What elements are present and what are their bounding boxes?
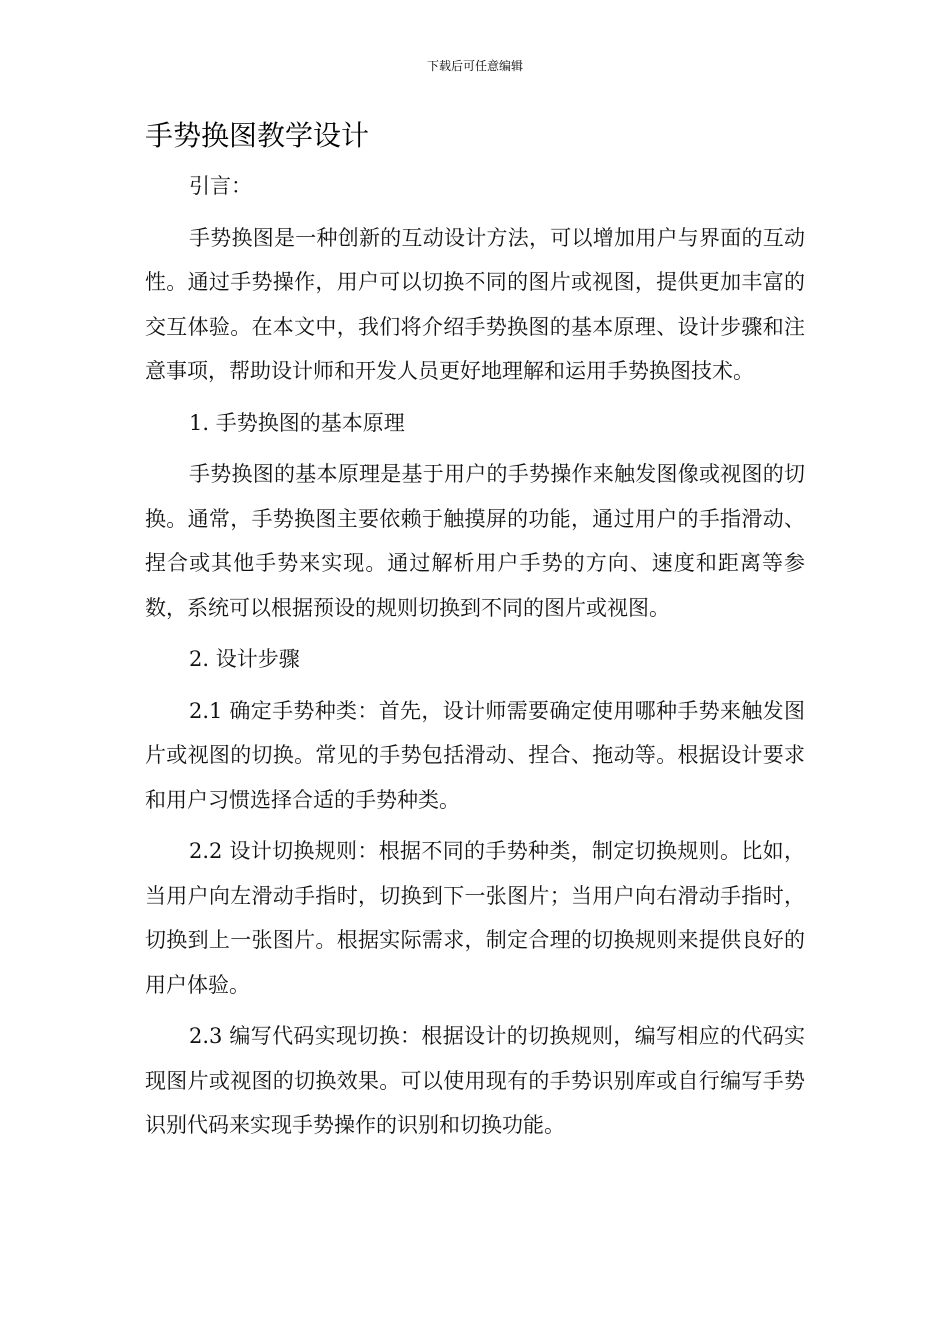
section-heading-steps: 2. 设计步骤	[189, 647, 300, 671]
header-note: 下载后可任意编辑	[426, 59, 523, 73]
section-heading-principle: 1. 手势换图的基本原理	[189, 410, 405, 435]
document-title: 手势换图教学设计	[145, 119, 370, 152]
paragraph-intro: 手势换图是一种创新的互动设计方法，可以增加用户与界面的互动性。通过手势操作，用户可以切换不同的图片或视图，提供更加丰富的交互体验。在本文中，我们将介绍手势换图的基本原理、设计步骤和注意事项，帮助设计师和开发人员更好地理解和运用手势换图技术。	[145, 225, 805, 383]
paragraph-step-2-3: 2.3 编写代码实现切换：根据设计的切换规则，编写相应的代码实现图片或视图的切换效果。可以使用现有的手势识别库或自行编写手势识别代码来实现手势操作的识别和切换功能。	[145, 1024, 805, 1137]
document-body	[145, 164, 805, 1155]
paragraph-principle: 手势换图的基本原理是基于用户的手势操作来触发图像或视图的切换。通常，手势换图主要依赖于触摸屏的功能，通过用户的手指滑动、捏合或其他手势来实现。通过解析用户手势的方向、速度和距离等参数，系统可以根据预设的规则切换到不同的图片或视图。	[145, 462, 805, 620]
paragraph-intro-label: 引言：	[189, 174, 252, 198]
paragraph-step-2-1: 2.1 确定手势种类：首先，设计师需要确定使用哪种手势来触发图片或视图的切换。常见的手势包括滑动、捏合、拖动等。根据设计要求和用户习惯选择合适的手势种类。	[145, 698, 805, 812]
paragraph-step-2-2: 2.2 设计切换规则：根据不同的手势种类，制定切换规则。比如，当用户向左滑动手指时，切换到下一张图片；当用户向右滑动手指时，切换到上一张图片。根据实际需求，制定合理的切换规则来提供良好的用户体验。	[145, 839, 805, 997]
